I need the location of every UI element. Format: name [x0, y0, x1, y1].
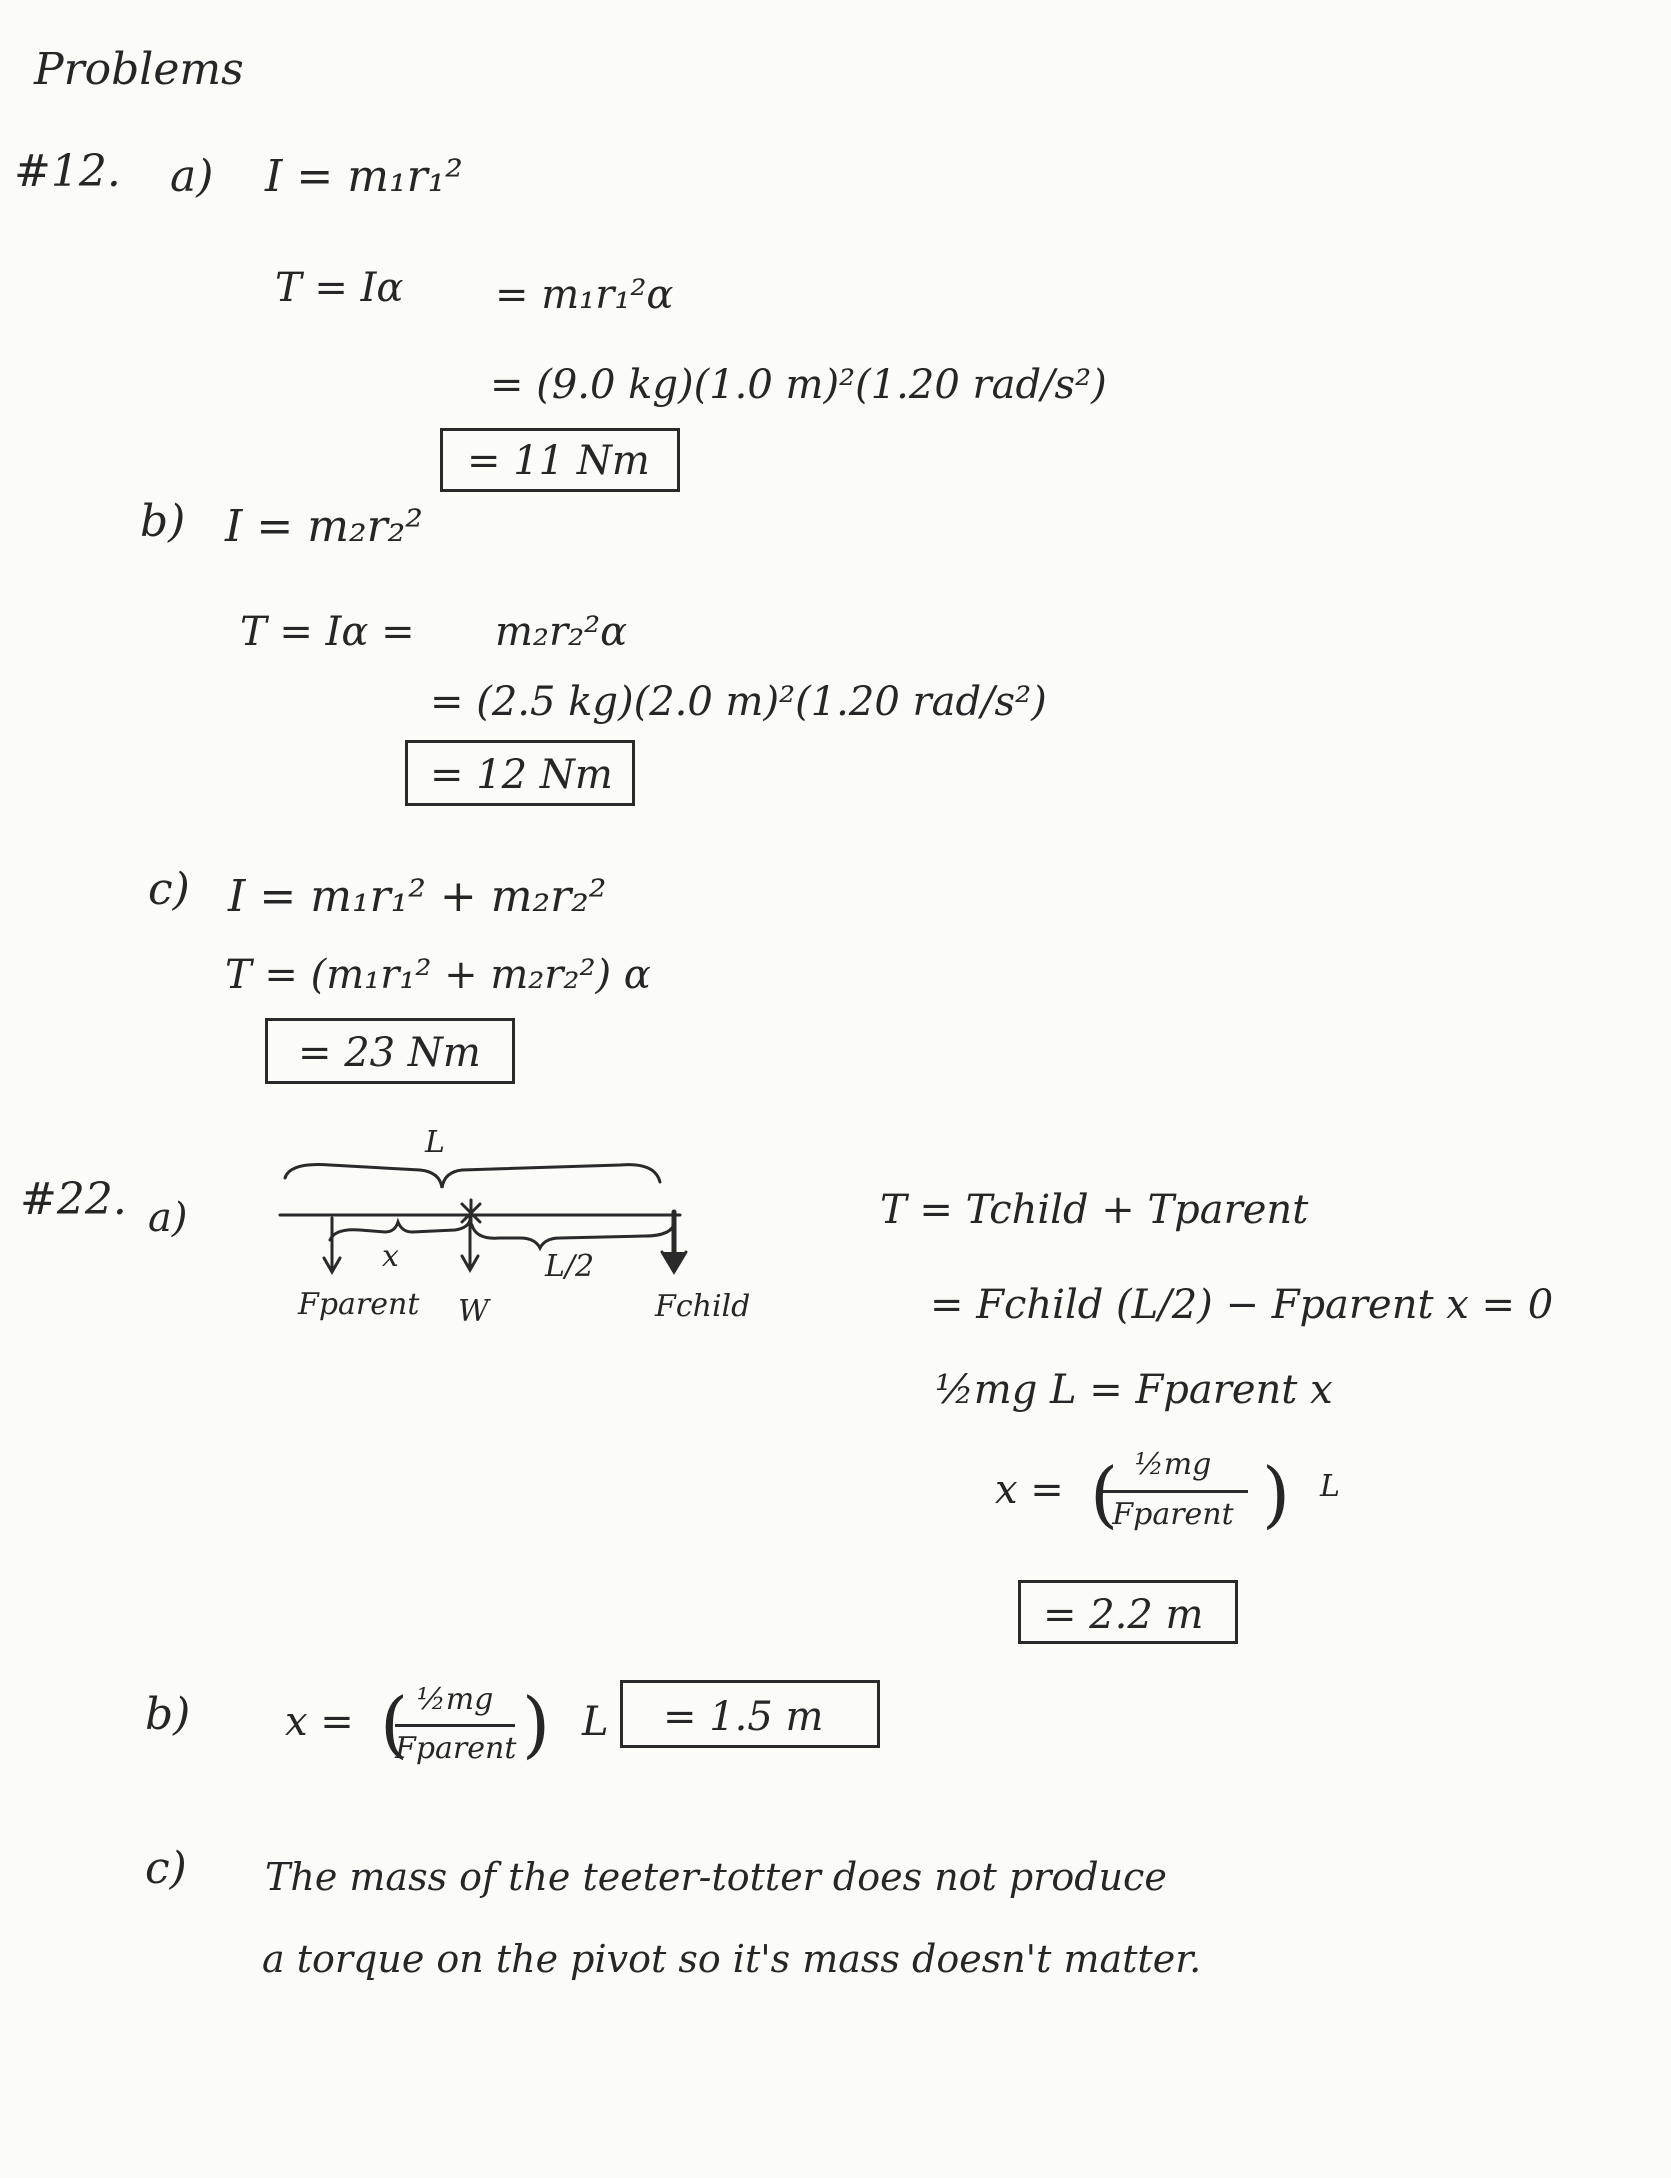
answer-12a: = 11 Nm — [467, 438, 650, 484]
eq-22a-3: ½mg L = Fparent x — [935, 1367, 1333, 1413]
problem-12-number: #12. — [14, 146, 121, 197]
part-12a-label: a) — [170, 151, 214, 202]
eq-12b-4: = (2.5 kg)(2.0 m)²(1.20 rad/s²) — [430, 679, 1047, 725]
part-22b-label: b) — [145, 1689, 191, 1740]
answer-box-22b — [620, 1680, 880, 1748]
paren-open-22b: ( — [380, 1682, 409, 1766]
part-12b-label: b) — [140, 496, 186, 547]
eq-12a-1: I = m₁r₁² — [265, 151, 463, 202]
eq-12a-3: = m₁r₁²α — [495, 272, 674, 318]
label-half-L: L/2 — [545, 1249, 595, 1284]
fraction-bar-22b — [395, 1724, 515, 1727]
eq-22b-L: L — [582, 1699, 609, 1745]
paren-close-22a: ) — [1262, 1452, 1291, 1536]
eq-22a-2: = Fchild (L/2) − Fparent x = 0 — [930, 1282, 1554, 1328]
part-22c-label: c) — [145, 1843, 187, 1894]
problem-22-number: #22. — [20, 1174, 127, 1225]
part-12c-label: c) — [148, 864, 190, 915]
eq-12c-2: T = (m₁r₁² + m₂r₂²) α — [225, 952, 651, 998]
brace-L — [285, 1165, 660, 1188]
label-x: x — [382, 1239, 399, 1274]
paren-close-22b: ) — [522, 1682, 551, 1766]
eq-12a-4: = (9.0 kg)(1.0 m)²(1.20 rad/s²) — [490, 362, 1107, 408]
eq-12c-1: I = m₁r₁² + m₂r₂² — [228, 871, 607, 922]
page-title: Problems — [34, 44, 244, 95]
answer-12b: = 12 Nm — [430, 752, 613, 798]
eq-12b-2: T = Iα = — [240, 609, 415, 655]
eq-22b-numerator: ½mg — [416, 1682, 494, 1717]
answer-22c-line1: The mass of the teeter-totter does not produce — [265, 1855, 1167, 1899]
eq-22a-1: T = Tchild + Tparent — [880, 1187, 1309, 1233]
fraction-bar-22a — [1098, 1490, 1248, 1493]
pivot-mark — [462, 1200, 480, 1226]
brace-half — [472, 1222, 675, 1248]
eq-22a-4-L: L — [1320, 1469, 1340, 1504]
eq-22b-denominator: Fparent — [395, 1731, 517, 1766]
answer-22b: = 1.5 m — [663, 1694, 824, 1740]
label-L: L — [425, 1125, 445, 1160]
label-f-parent: Fparent — [298, 1287, 420, 1322]
eq-12b-3: m₂r₂²α — [495, 609, 628, 655]
eq-22a-4-lhs: x = — [995, 1467, 1064, 1513]
label-f-child: Fchild — [655, 1289, 751, 1324]
eq-22a-4-numerator: ½mg — [1134, 1447, 1212, 1482]
part-22a-label: a) — [148, 1195, 188, 1241]
answer-22c-line2: a torque on the pivot so it's mass doesn't matter. — [262, 1937, 1202, 1981]
answer-12c: = 23 Nm — [298, 1030, 481, 1076]
eq-22b-lhs: x = — [285, 1699, 354, 1745]
paren-open-22a: ( — [1090, 1452, 1119, 1536]
eq-12a-2: T = Iα — [275, 265, 404, 311]
eq-12b-1: I = m₂r₂² — [225, 501, 423, 552]
eq-22a-4-denominator: Fparent — [1112, 1497, 1234, 1532]
brace-x — [330, 1220, 470, 1240]
answer-box-22a — [1018, 1580, 1238, 1644]
answer-22a: = 2.2 m — [1043, 1592, 1204, 1638]
label-w: W — [458, 1294, 489, 1329]
